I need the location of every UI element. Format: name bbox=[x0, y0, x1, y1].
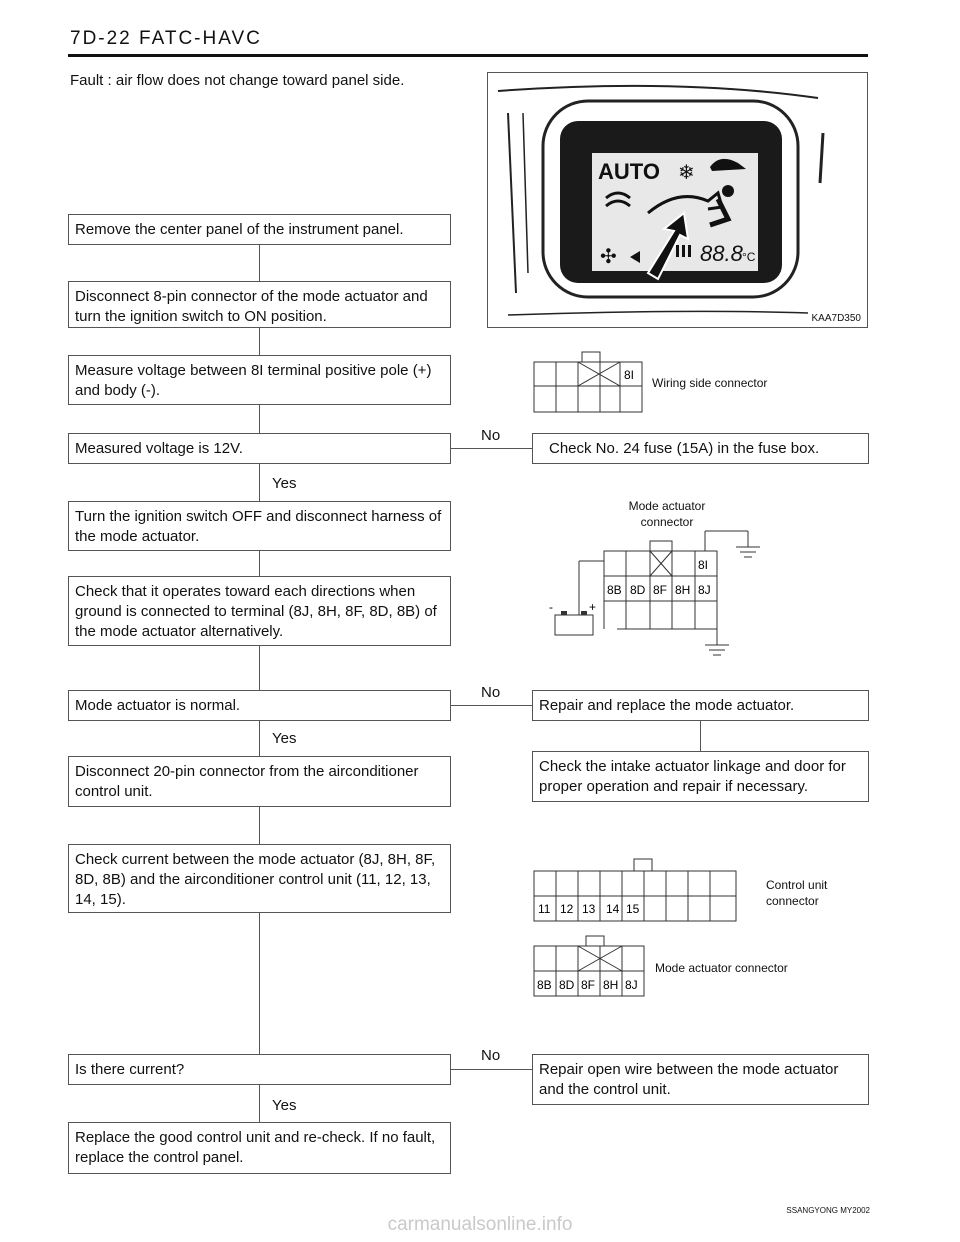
flow-connector bbox=[259, 328, 260, 355]
flow-connector bbox=[259, 913, 260, 1054]
no-branch-line bbox=[451, 1069, 532, 1070]
step-disconnect-8pin: Disconnect 8-pin connector of the mode actuator and turn the ignition switch to ON position. bbox=[68, 281, 451, 328]
control-unit-connector bbox=[530, 855, 740, 925]
pin-8i: 8I bbox=[624, 368, 635, 382]
side-check-fuse: Check No. 24 fuse (15A) in the fuse box. bbox=[532, 433, 869, 464]
pin-8h: 8H bbox=[603, 978, 619, 992]
side-check-intake-linkage: Check the intake actuator linkage and door for proper operation and repair if necessary. bbox=[532, 751, 869, 802]
flow-connector bbox=[259, 807, 260, 844]
wiring-side-label: Wiring side connector bbox=[652, 376, 768, 390]
page-header: 7D-22 FATC-HAVC bbox=[70, 28, 262, 49]
control-unit-label: Control unit connector bbox=[766, 878, 828, 908]
wiring-side-connector bbox=[530, 350, 650, 414]
pin-11: 11 bbox=[538, 902, 551, 916]
no-label: No bbox=[481, 684, 501, 701]
mode-actuator-title: Mode actuator connector bbox=[628, 499, 706, 529]
yes-label: Yes bbox=[272, 475, 297, 492]
flow-connector bbox=[259, 405, 260, 433]
pin-13: 13 bbox=[582, 902, 596, 916]
fan-icon: ✣ bbox=[600, 246, 617, 268]
pin-8d: 8D bbox=[630, 583, 646, 597]
flow-connector bbox=[259, 551, 260, 576]
header-rule bbox=[68, 54, 868, 57]
flow-connector bbox=[259, 721, 260, 756]
snowflake-icon: ❄ bbox=[678, 162, 695, 184]
step-remove-center-panel: Remove the center panel of the instrument panel. bbox=[68, 214, 451, 245]
pin-14: 14 bbox=[606, 902, 620, 916]
yes-label: Yes bbox=[272, 730, 297, 747]
flow-connector bbox=[259, 646, 260, 690]
flow-connector bbox=[700, 721, 701, 751]
step-replace-control-unit: Replace the good control unit and re-check. If no fault, replace the control panel. bbox=[68, 1122, 451, 1174]
pin-8b: 8B bbox=[537, 978, 552, 992]
decision-actuator-normal: Mode actuator is normal. bbox=[68, 690, 451, 721]
battery-minus: - bbox=[549, 600, 553, 614]
pin-8j: 8J bbox=[698, 583, 711, 597]
display-unit: °C bbox=[742, 250, 756, 264]
no-label: No bbox=[481, 427, 501, 444]
step-check-operation: Check that it operates toward each directions when ground is connected to terminal (8J, 8H, 8F, 8D, 8B) of the mode actuator alternatively. bbox=[68, 576, 451, 646]
pin-15: 15 bbox=[626, 902, 640, 916]
mode-actuator-label: Mode actuator connector bbox=[655, 961, 788, 975]
photo-code: KAA7D350 bbox=[811, 313, 861, 324]
flow-connector bbox=[259, 464, 260, 501]
control-panel-photo bbox=[487, 72, 868, 328]
step-ignition-off: Turn the ignition switch OFF and disconnect harness of the mode actuator. bbox=[68, 501, 451, 551]
step-check-current: Check current between the mode actuator (8J, 8H, 8F, 8D, 8B) and the airconditioner control unit (11, 12, 13, 14, 15). bbox=[68, 844, 451, 913]
battery-plus: + bbox=[589, 600, 597, 614]
step-disconnect-20pin: Disconnect 20-pin connector from the airconditioner control unit. bbox=[68, 756, 451, 807]
battery-icon bbox=[555, 615, 593, 635]
no-label: No bbox=[481, 1047, 501, 1064]
no-branch-line bbox=[451, 448, 532, 449]
pin-8i: 8I bbox=[698, 558, 709, 572]
display-temperature: 88.8 bbox=[700, 241, 743, 266]
fault-description: Fault : air flow does not change toward panel side. bbox=[70, 72, 405, 89]
mode-actuator-test-diagram bbox=[545, 525, 775, 665]
decision-voltage-12v: Measured voltage is 12V. bbox=[68, 433, 451, 464]
pin-8f: 8F bbox=[581, 978, 596, 992]
side-repair-actuator: Repair and replace the mode actuator. bbox=[532, 690, 869, 721]
yes-label: Yes bbox=[272, 1097, 297, 1114]
pin-12: 12 bbox=[560, 902, 574, 916]
control-panel-illustration bbox=[488, 73, 868, 328]
step-measure-voltage: Measure voltage between 8I terminal positive pole (+) and body (-). bbox=[68, 355, 451, 405]
decision-is-current: Is there current? bbox=[68, 1054, 451, 1085]
flow-connector bbox=[259, 245, 260, 281]
pin-8d: 8D bbox=[559, 978, 575, 992]
pin-8h: 8H bbox=[675, 583, 691, 597]
mode-actuator-connector bbox=[530, 934, 650, 1000]
footer-model: SSANGYONG MY2002 bbox=[786, 1206, 870, 1215]
side-repair-open-wire: Repair open wire between the mode actuator and the control unit. bbox=[532, 1054, 869, 1105]
pin-8j: 8J bbox=[625, 978, 638, 992]
pin-8f: 8F bbox=[653, 583, 668, 597]
watermark: carmanualsonline.info bbox=[387, 1214, 573, 1235]
display-auto: AUTO bbox=[598, 159, 660, 184]
pin-8b: 8B bbox=[607, 583, 622, 597]
no-branch-line bbox=[451, 705, 532, 706]
flow-connector bbox=[259, 1085, 260, 1122]
